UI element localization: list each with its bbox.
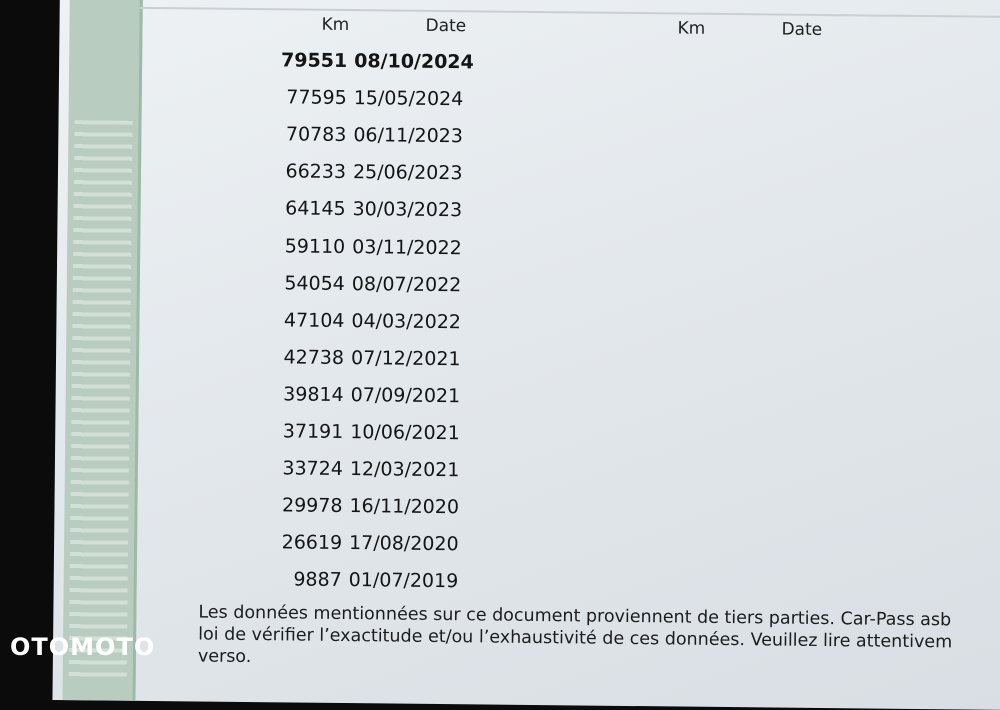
reading-date: 10/06/2021 — [350, 421, 470, 444]
odometer-km: 66233 — [256, 160, 346, 183]
odometer-km: 26619 — [252, 531, 342, 554]
reading-date: 08/07/2022 — [352, 273, 472, 296]
reading-date: 25/06/2023 — [353, 161, 473, 184]
reading-date: 08/10/2024 — [354, 50, 474, 73]
security-strip — [62, 0, 143, 701]
paper-fold-line — [140, 7, 1000, 19]
odometer-km: 59110 — [255, 235, 345, 258]
reading-date: 04/03/2022 — [351, 310, 471, 333]
odometer-km: 29978 — [252, 494, 342, 517]
odometer-km: 42738 — [254, 346, 344, 369]
odometer-km: 9887 — [252, 568, 342, 591]
reading-date: 16/11/2020 — [349, 495, 469, 518]
security-strip-pattern — [69, 120, 133, 681]
reading-date: 17/08/2020 — [349, 532, 469, 555]
reading-date: 03/11/2022 — [352, 236, 472, 259]
odometer-km: 77595 — [257, 86, 347, 109]
reading-date: 01/07/2019 — [349, 569, 469, 592]
reading-date: 30/03/2023 — [352, 198, 472, 221]
odometer-km: 54054 — [255, 272, 345, 295]
header-km-left: Km — [321, 15, 349, 35]
reading-date: 12/03/2021 — [350, 458, 470, 481]
reading-date: 07/09/2021 — [351, 384, 471, 407]
otomoto-watermark: OTOMOTO — [10, 633, 155, 661]
disclaimer-text — [198, 601, 1000, 676]
reading-date: 06/11/2023 — [353, 124, 473, 147]
disclaimer-line: Les données mentionnées sur ce document proviennent de tiers parties. Car-Pass asb — [198, 601, 1000, 632]
odometer-km: 79551 — [257, 49, 347, 72]
disclaimer-line: loi de vérifier l’exactitude et/ou l’exhaustivité de ces données. Veuillez lire attentivem — [198, 623, 1000, 654]
header-date-right: Date — [781, 20, 822, 40]
disclaimer-line: verso. — [198, 645, 1000, 676]
odometer-km: 70783 — [256, 123, 346, 146]
header-km-right: Km — [677, 18, 705, 38]
odometer-km: 39814 — [254, 383, 344, 406]
reading-date: 07/12/2021 — [351, 347, 471, 370]
car-pass-document — [52, 0, 1000, 710]
reading-date: 15/05/2024 — [354, 87, 474, 110]
odometer-km: 37191 — [253, 420, 343, 443]
header-date-left: Date — [425, 16, 466, 36]
odometer-km: 64145 — [256, 197, 346, 220]
odometer-km: 47104 — [254, 309, 344, 332]
odometer-km: 33724 — [253, 457, 343, 480]
